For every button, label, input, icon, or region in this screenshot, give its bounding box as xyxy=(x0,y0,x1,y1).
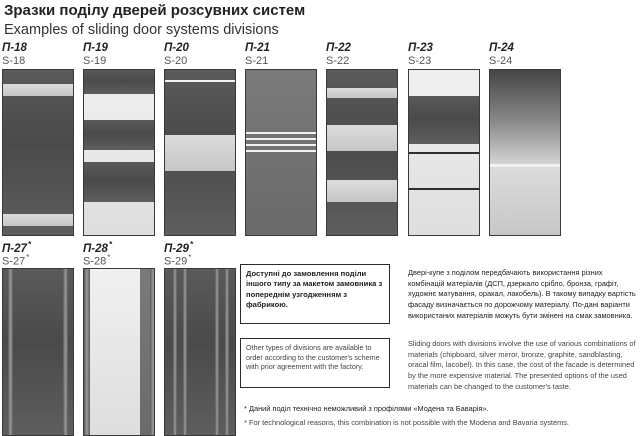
door-panel xyxy=(164,69,236,236)
door-s18 xyxy=(2,42,74,236)
door-code-ua: П-18 xyxy=(2,42,27,54)
door-s28 xyxy=(83,240,155,436)
door-panel xyxy=(489,69,561,236)
door-panel xyxy=(2,268,74,436)
door-s20 xyxy=(164,42,236,236)
door-panel xyxy=(164,268,236,436)
door-panel xyxy=(326,69,398,236)
door-panel xyxy=(245,69,317,236)
door-code-en: S-27* xyxy=(2,253,30,268)
description-ua: Двері-купе з поділом передбачають використання різних комбінацій матеріалів (ДСП, дзеркало срібло, бронза, графіт, художнє матування, оракал, лакобель). В такому випадку вартість фасаду визначається по дорожчому матеріалу. По-дані варіанти використаних матеріалів можуть бути змінені на смак замовника. xyxy=(408,268,636,320)
info-box-ua: Доступні до замовлення поділи іншого типу за макетом замовника з попереднім узгодженням з фабрикою. xyxy=(240,264,390,324)
door-code-ua: П-27* xyxy=(2,240,32,255)
door-s23 xyxy=(408,42,480,236)
door-code-en: S-20 xyxy=(164,55,188,67)
door-code-en: S-18 xyxy=(2,55,26,67)
page-title: Зразки поділу дверей розсувних систем xyxy=(4,2,306,19)
door-code-ua: П-24 xyxy=(489,42,514,54)
door-code-en: S-29* xyxy=(164,253,192,268)
door-s27 xyxy=(2,240,74,436)
door-code-en: S-19 xyxy=(83,55,107,67)
door-code-ua: П-21 xyxy=(245,42,270,54)
door-s24 xyxy=(489,42,561,236)
door-code-en: S-21 xyxy=(245,55,269,67)
door-s21 xyxy=(245,42,317,236)
door-code-ua: П-19 xyxy=(83,42,108,54)
door-s19 xyxy=(83,42,155,236)
footnote-ua: * Даний поділ технічно неможливий з профілями «Модена та Баварія». xyxy=(244,404,489,413)
door-panel xyxy=(83,69,155,236)
door-code-ua: П-20 xyxy=(164,42,189,54)
page-subtitle: Examples of sliding door systems divisions xyxy=(4,22,279,38)
door-code-ua: П-22 xyxy=(326,42,351,54)
door-s29 xyxy=(164,240,236,436)
info-box-en: Other types of divisions are available to order according to the customer's scheme with prior agreement with the factory. xyxy=(240,338,390,388)
door-panel xyxy=(408,69,480,236)
footnote-en: * For technological reasons, this combination is not possible with the Modena and Bavaria systems. xyxy=(244,418,569,427)
door-code-en: S-23 xyxy=(408,55,432,67)
door-code-en: S-28* xyxy=(83,253,111,268)
door-code-ua: П-29* xyxy=(164,240,194,255)
door-panel xyxy=(83,268,155,436)
door-s22 xyxy=(326,42,398,236)
door-code-ua: П-23 xyxy=(408,42,433,54)
door-code-en: S-24 xyxy=(489,55,513,67)
door-code-ua: П-28* xyxy=(83,240,113,255)
door-panel xyxy=(2,69,74,236)
description-en: Sliding doors with divisions involve the use of various combinations of materials (chipboard, silver mirror, bronze, graphite, sandblasting, oracal film, lacobel). In this case, the cost of the facade is determined by the more expensive material. The presented options of the used materials can be changed to the customer's taste. xyxy=(408,339,636,391)
door-code-en: S-22 xyxy=(326,55,350,67)
